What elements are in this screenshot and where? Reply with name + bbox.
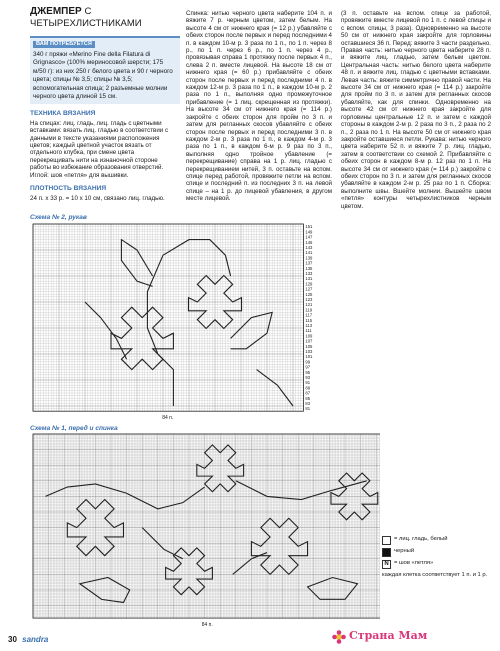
chart2-row-label: 109 (305, 333, 313, 339)
legend-white-label: = лиц. гладь, белый (394, 536, 448, 542)
chart2-row-label: 91 (305, 380, 311, 386)
materials-text: 340 г пряжи «Merino Fine della Filatura di Grignasco» (100% мериносовой шерсти; 175 м/50 г): из них 250 г белого цвета и 90 г черного цвета; спицы № 3,5; спицы № 3,5; вспомогательная спица; 2 разъемные молнии черного цвета длиной 15 см. (33, 51, 173, 101)
chart2-row-label: 121 (305, 302, 313, 308)
chart2-row-label: 101 (305, 354, 313, 360)
chart2-row-label: 107 (305, 338, 313, 344)
legend-white (382, 536, 494, 545)
flower-logo-icon (332, 630, 346, 644)
chart2-row-label: 149 (305, 229, 313, 235)
title-sub: С ЧЕТЫРЕХЛИСТНИКАМИ (30, 6, 142, 29)
back-instructions: Спинка: нитью черного цвета наберите 104 п. и вяжите 7 р. черным цветом, затем белым. На высоте 4 см от нижнего края (= 12 р.) убавляйте с обеих сторон после первых и перед последними 4 п. в каждом 10-м р. 3 раза по 1 п., по 1 п. через 8 р., по 1 п. через 6 р., по 1 п. через 4 р., провязывая справа 1 протяжку после первых 4 п., слева 2 п. вместе лицевой. На высоте 18 см от нижнего края (= 60 р.) прибавляйте с обеих сторон после первых и перед последними 4 п. в каждом 12-м р. 3 раза по 1 п., в каждом 10-м р. 2 раза по 1 п., выполняя одно промежуточное прибавление (= 1 лиц. скрещенная из протяжки). На высоте 34 см от нижнего края (= 114 р.) закройте с обеих сторон для пройм по 3 п. и затем для регланных скосов убавляйте с обеих сторон после первых и перед последними 3 п. в каждом 2-м р. 3 раза по 1 п., в каждом 4-м р. 3 раза по 1 п., в каждом 6-м р. 9 раз по 3 п., выполняя одно тройное убавление (= перекрещивание) справа на 1 р. лиц. гладью с перекрещиванием нитей, 3 п. оставьте на вспом. спице перед работой, провяжите петли на вспом. спице и последний п. из последних 3 п. на левой спице – на 1 р. до лицевой убавления, в другом месте лицевой. (186, 10, 332, 203)
chart2-row-label: 145 (305, 239, 313, 245)
chart2-row-label: 151 (305, 224, 313, 230)
front-instructions: (3 п. оставьте на вспом. спице за работой, провяжите вместе лицевой по 1 п. с левой спицы и с вспом. спицы, 3 раза). Одновременно на высоте 50 см от нижнего края закройте для горловины оставшиеся 36 п. Перед: вяжите 3 части раздельно. Правая часть: нитью черного цвета наберите 28 п. и вяжите лиц. гладью, затем белым цветом. Центральная часть: нитью белого цвета наберите 48 п. и вяжите лиц. гладью с цветными вставками. Левая часть: вяжите симметрично правой части. На высоте 34 см от нижнего края (= 114 р.) закройте для пройм по 3 п. и затем для регланных скосов убавляйте, как для спинки. Одновременно на высоте 42 см от нижнего края закройте для горловины центральные 12 п. и затем с каждой стороны в каждом 2-м р. 2 раза по 3 п., 2 раза по 2 п., 2 раза по 1 п. На высоте 50 см от нижнего края закройте оставшиеся петли. Рукава: нитью черного цвета наберите 52 п. и вяжите 7 р. лиц. гладью, затем в соответствии со схемой 2. Прибавляйте с обеих сторон в каждом 8-м р. 12 раз по 1 п. На высоте 34 см от нижнего края (= 114 р.) закройте с обеих сторон по 3 п. и затем для регланных скосов убавляйте в каждом 2-м р. 25 раз по 1 п. Сборка: выполните швы. Вшейте молнии. Вышейте швом «петля» контуры четырехлистников черным цветом. (341, 10, 491, 210)
chart1-title: Схема № 1, перед и спинка (30, 425, 118, 432)
chart2-row-label: 97 (305, 364, 311, 370)
white-swatch-icon (382, 536, 391, 545)
chart2-row-label: 111 (305, 328, 312, 334)
chart2-row-label: 81 (305, 406, 311, 412)
legend-stitch-label: = шов «петля» (394, 560, 434, 566)
chart2-row-label: 131 (305, 276, 313, 282)
chart-legend (382, 536, 494, 579)
chart2-row-label: 137 (305, 260, 313, 266)
chart2-row-label: 117 (305, 312, 313, 318)
magazine-name: sandra (22, 635, 49, 644)
materials-heading: ВАМ ПОТРЕБУЕТСЯ (33, 41, 95, 48)
technique-text: На спицах: лиц. гладь, лиц. гладь с цветными вставками: вязать лиц. гладью в соответствии с данными в тексте указаниями расположения цветов; каждый цветной участок вязать от отдельного клубка, при смене цвета перекрещивать нити на изнаночной стороне работы во избежание образования отверстий. Иглой: шов «петля» для вышивки. (30, 119, 169, 179)
chart2-row-label: 119 (305, 307, 313, 313)
legend-stitch (382, 560, 494, 569)
chart2-row-label: 105 (305, 343, 313, 349)
chart1-body-grid (30, 432, 380, 628)
chart2-row-label: 85 (305, 395, 311, 401)
density-heading: ПЛОТНОСТЬ ВЯЗАНИЯ (30, 185, 107, 193)
intro-column (30, 6, 180, 204)
chart2-row-label: 127 (305, 286, 313, 292)
chart2-row-label: 147 (305, 234, 313, 240)
materials-box (30, 36, 180, 104)
chart2-row-label: 143 (305, 245, 313, 250)
chart2-row-label: 139 (305, 255, 313, 261)
chart2-row-label: 141 (305, 250, 313, 256)
page-title (30, 6, 180, 30)
chart2-row-label: 103 (305, 349, 313, 354)
legend-black-label: черный (394, 548, 415, 554)
stitch-symbol-icon: N (382, 560, 391, 569)
chart1-width-label: 84 п. (201, 622, 213, 628)
chart2-row-label: 125 (305, 291, 313, 297)
chart2-row-label: 115 (305, 317, 313, 323)
chart2-row-label: 93 (305, 375, 311, 380)
chart2-width-label: 84 п. (162, 415, 174, 422)
chart2-row-label: 95 (305, 369, 311, 375)
chart2-row-label: 99 (305, 359, 311, 365)
legend-black (382, 548, 494, 557)
chart2-title: Схема № 2, рукав (30, 214, 87, 221)
chart2-row-label: 113 (305, 323, 313, 328)
page-number: 30 (8, 635, 17, 644)
chart2-row-label: 135 (305, 265, 313, 271)
legend-note: каждая клетка соответствует 1 п. и 1 р. (382, 572, 488, 578)
chart1-gridlines (33, 434, 380, 618)
black-swatch-icon (382, 548, 391, 557)
instructions-column-2 (186, 10, 332, 205)
chart2-sleeve-grid (30, 222, 330, 422)
chart2-row-label: 123 (305, 297, 313, 302)
chart2-row-label: 129 (305, 281, 313, 287)
technique-heading: ТЕХНИКА ВЯЗАНИЯ (30, 110, 96, 118)
instructions-column-3 (341, 10, 491, 212)
watermark-text: Страна Мам (349, 629, 428, 642)
chart2-row-label: 87 (305, 390, 311, 396)
density-text: 24 п. х 33 р. = 10 х 10 см, связано лиц. гладью. (30, 194, 165, 202)
title-main: ДЖЕМПЕР (30, 6, 82, 17)
chart2-row-label: 133 (305, 271, 313, 276)
chart2-row-label: 83 (305, 401, 311, 406)
page-footer (8, 635, 48, 644)
chart2-row-label: 89 (305, 385, 311, 391)
